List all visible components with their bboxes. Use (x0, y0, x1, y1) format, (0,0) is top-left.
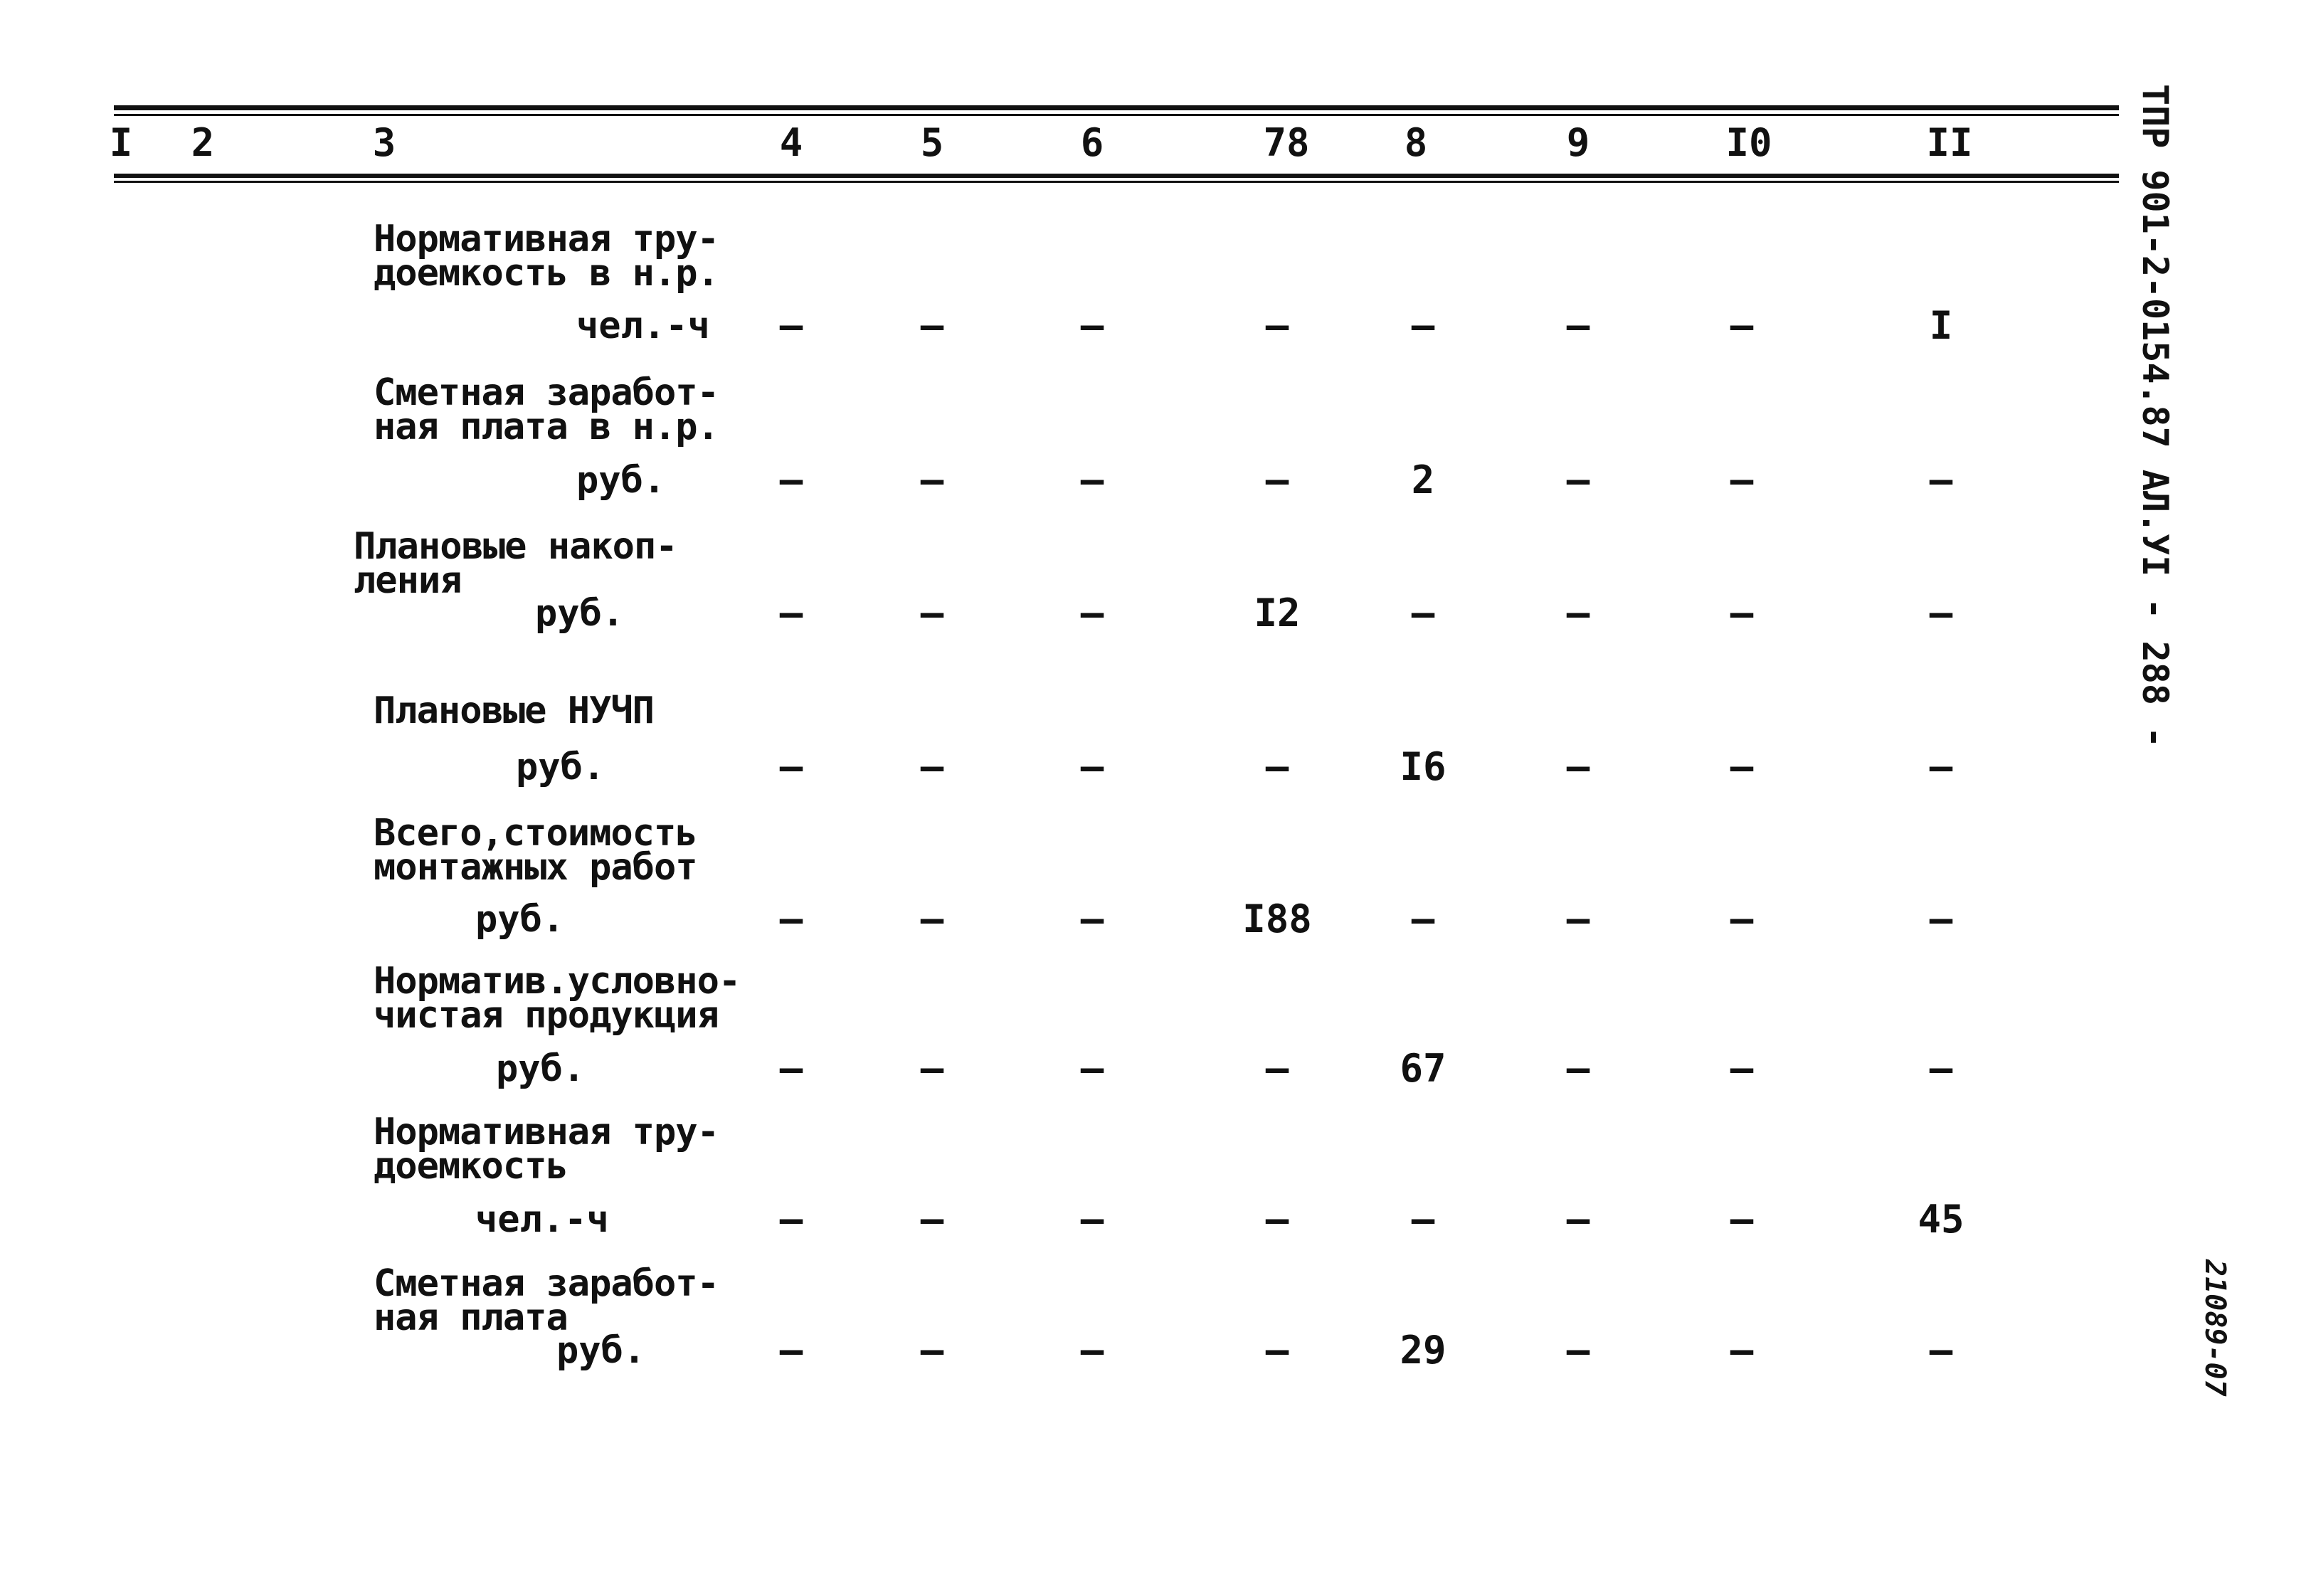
row-label-line: чистая продукция (374, 994, 719, 1037)
row-label-line: доемкость в н.р. (374, 252, 719, 295)
value-cell-col-11: – (1929, 591, 1953, 635)
row-label-line: Норматив.условно- (374, 960, 741, 1003)
column-header-1: I (109, 120, 133, 165)
column-header-10: I0 (1725, 120, 1772, 165)
value-cell-col-7: – (1265, 303, 1289, 348)
value-cell-col-9: – (1566, 303, 1590, 348)
row-unit: руб. (556, 1329, 646, 1372)
value-cell-col-6: – (1080, 1328, 1104, 1373)
row-label-line: Всего,стоимость (374, 812, 697, 855)
column-header-6: 6 (1080, 120, 1104, 165)
value-cell-col-6: – (1080, 744, 1104, 789)
value-cell-col-7: – (1265, 1197, 1289, 1242)
value-cell-col-8: 67 (1400, 1046, 1447, 1091)
value-cell-col-5: – (920, 744, 944, 789)
row-label-line: Нормативная тру- (374, 218, 719, 260)
value-cell-col-10: – (1730, 591, 1754, 635)
row-unit: чел.-ч (475, 1198, 609, 1241)
column-header-2: 2 (191, 120, 215, 165)
row-label-line: ная плата в н.р. (374, 406, 719, 448)
row-label-line: Нормативная тру- (374, 1111, 719, 1153)
row-label (374, 689, 654, 732)
value-cell-col-4: – (779, 1197, 803, 1242)
value-cell-col-10: – (1730, 303, 1754, 348)
value-cell-col-9: – (1566, 1197, 1590, 1242)
row-label-line: монтажных работ (374, 846, 697, 889)
header-bottom-rule (114, 174, 2119, 178)
row-unit: чел.-ч (576, 305, 710, 347)
value-cell-col-5: – (920, 1046, 944, 1091)
value-cell-col-5: – (920, 458, 944, 502)
value-cell-col-4: – (779, 1328, 803, 1373)
value-cell-col-4: – (779, 1046, 803, 1091)
value-cell-col-8: – (1411, 897, 1435, 941)
value-cell-col-10: – (1730, 1328, 1754, 1373)
value-cell-col-9: – (1566, 1328, 1590, 1373)
value-cell-col-11: – (1929, 1328, 1953, 1373)
column-header-8: 8 (1404, 120, 1428, 165)
archive-stamp: 21089-07 (2199, 1259, 2231, 1397)
value-cell-col-9: – (1566, 897, 1590, 941)
value-cell-col-9: – (1566, 458, 1590, 502)
row-label (374, 1262, 719, 1339)
row-label-line: Сметная заработ- (374, 1262, 719, 1305)
column-header-5: 5 (920, 120, 944, 165)
row-label (354, 525, 677, 602)
header-bottom-rule-thin (114, 181, 2119, 183)
row-label-line: Сметная заработ- (374, 371, 719, 414)
value-cell-col-10: – (1730, 1197, 1754, 1242)
header-top-rule (114, 105, 2119, 110)
row-label-line: Плановые НУЧП (374, 689, 654, 732)
value-cell-col-5: – (920, 303, 944, 348)
value-cell-col-10: – (1730, 744, 1754, 789)
value-cell-col-8: – (1411, 591, 1435, 635)
value-cell-col-9: – (1566, 591, 1590, 635)
value-cell-col-5: – (920, 591, 944, 635)
row-label (374, 812, 697, 889)
value-cell-col-5: – (920, 1328, 944, 1373)
row-label (374, 218, 719, 295)
row-label (374, 371, 719, 448)
value-cell-col-4: – (779, 897, 803, 941)
value-cell-col-8: I6 (1400, 744, 1447, 789)
value-cell-col-7: I2 (1254, 591, 1301, 635)
row-unit: руб. (576, 459, 666, 502)
value-cell-col-7: – (1265, 1328, 1289, 1373)
value-cell-col-6: – (1080, 303, 1104, 348)
column-header-9: 9 (1566, 120, 1590, 165)
value-cell-col-10: – (1730, 897, 1754, 941)
value-cell-col-11: 45 (1918, 1197, 1964, 1242)
value-cell-col-4: – (779, 744, 803, 789)
value-cell-col-8: – (1411, 1197, 1435, 1242)
value-cell-col-8: 2 (1411, 458, 1435, 502)
row-label (374, 960, 741, 1037)
row-label-line: доемкость (374, 1145, 568, 1188)
row-unit: руб. (475, 898, 565, 941)
row-label-line: Плановые накоп- (354, 525, 677, 568)
row-label-line: ная плата (374, 1296, 568, 1339)
column-header-4: 4 (779, 120, 803, 165)
value-cell-col-7: I88 (1242, 897, 1312, 941)
value-cell-col-7: – (1265, 1046, 1289, 1091)
value-cell-col-7: – (1265, 458, 1289, 502)
value-cell-col-5: – (920, 897, 944, 941)
value-cell-col-9: – (1566, 744, 1590, 789)
value-cell-col-6: – (1080, 1046, 1104, 1091)
value-cell-col-6: – (1080, 897, 1104, 941)
column-header-3: 3 (372, 120, 396, 165)
value-cell-col-11: – (1929, 897, 1953, 941)
value-cell-col-11: – (1929, 744, 1953, 789)
value-cell-col-11: – (1929, 1046, 1953, 1091)
row-unit: руб. (496, 1047, 586, 1090)
value-cell-col-11: – (1929, 458, 1953, 502)
value-cell-col-4: – (779, 303, 803, 348)
value-cell-col-5: – (920, 1197, 944, 1242)
row-label-line: ления (354, 559, 462, 602)
value-cell-col-9: – (1566, 1046, 1590, 1091)
value-cell-col-4: – (779, 591, 803, 635)
value-cell-col-4: – (779, 458, 803, 502)
row-unit: руб. (535, 592, 625, 635)
value-cell-col-7: – (1265, 744, 1289, 789)
value-cell-col-10: – (1730, 1046, 1754, 1091)
value-cell-col-8: – (1411, 303, 1435, 348)
value-cell-col-8: 29 (1400, 1328, 1447, 1373)
value-cell-col-10: – (1730, 458, 1754, 502)
side-document-code: ТПР 901-2-0154.87 АЛ.УI - 288 - (2135, 84, 2176, 749)
value-cell-col-6: – (1080, 458, 1104, 502)
value-cell-col-11: I (1929, 303, 1953, 348)
header-top-rule-thin (114, 114, 2119, 116)
column-header-11: II (1926, 120, 1973, 165)
row-unit: руб. (516, 746, 605, 788)
value-cell-col-6: – (1080, 1197, 1104, 1242)
value-cell-col-6: – (1080, 591, 1104, 635)
column-header-7: 78 (1263, 120, 1310, 165)
row-label (374, 1111, 719, 1188)
